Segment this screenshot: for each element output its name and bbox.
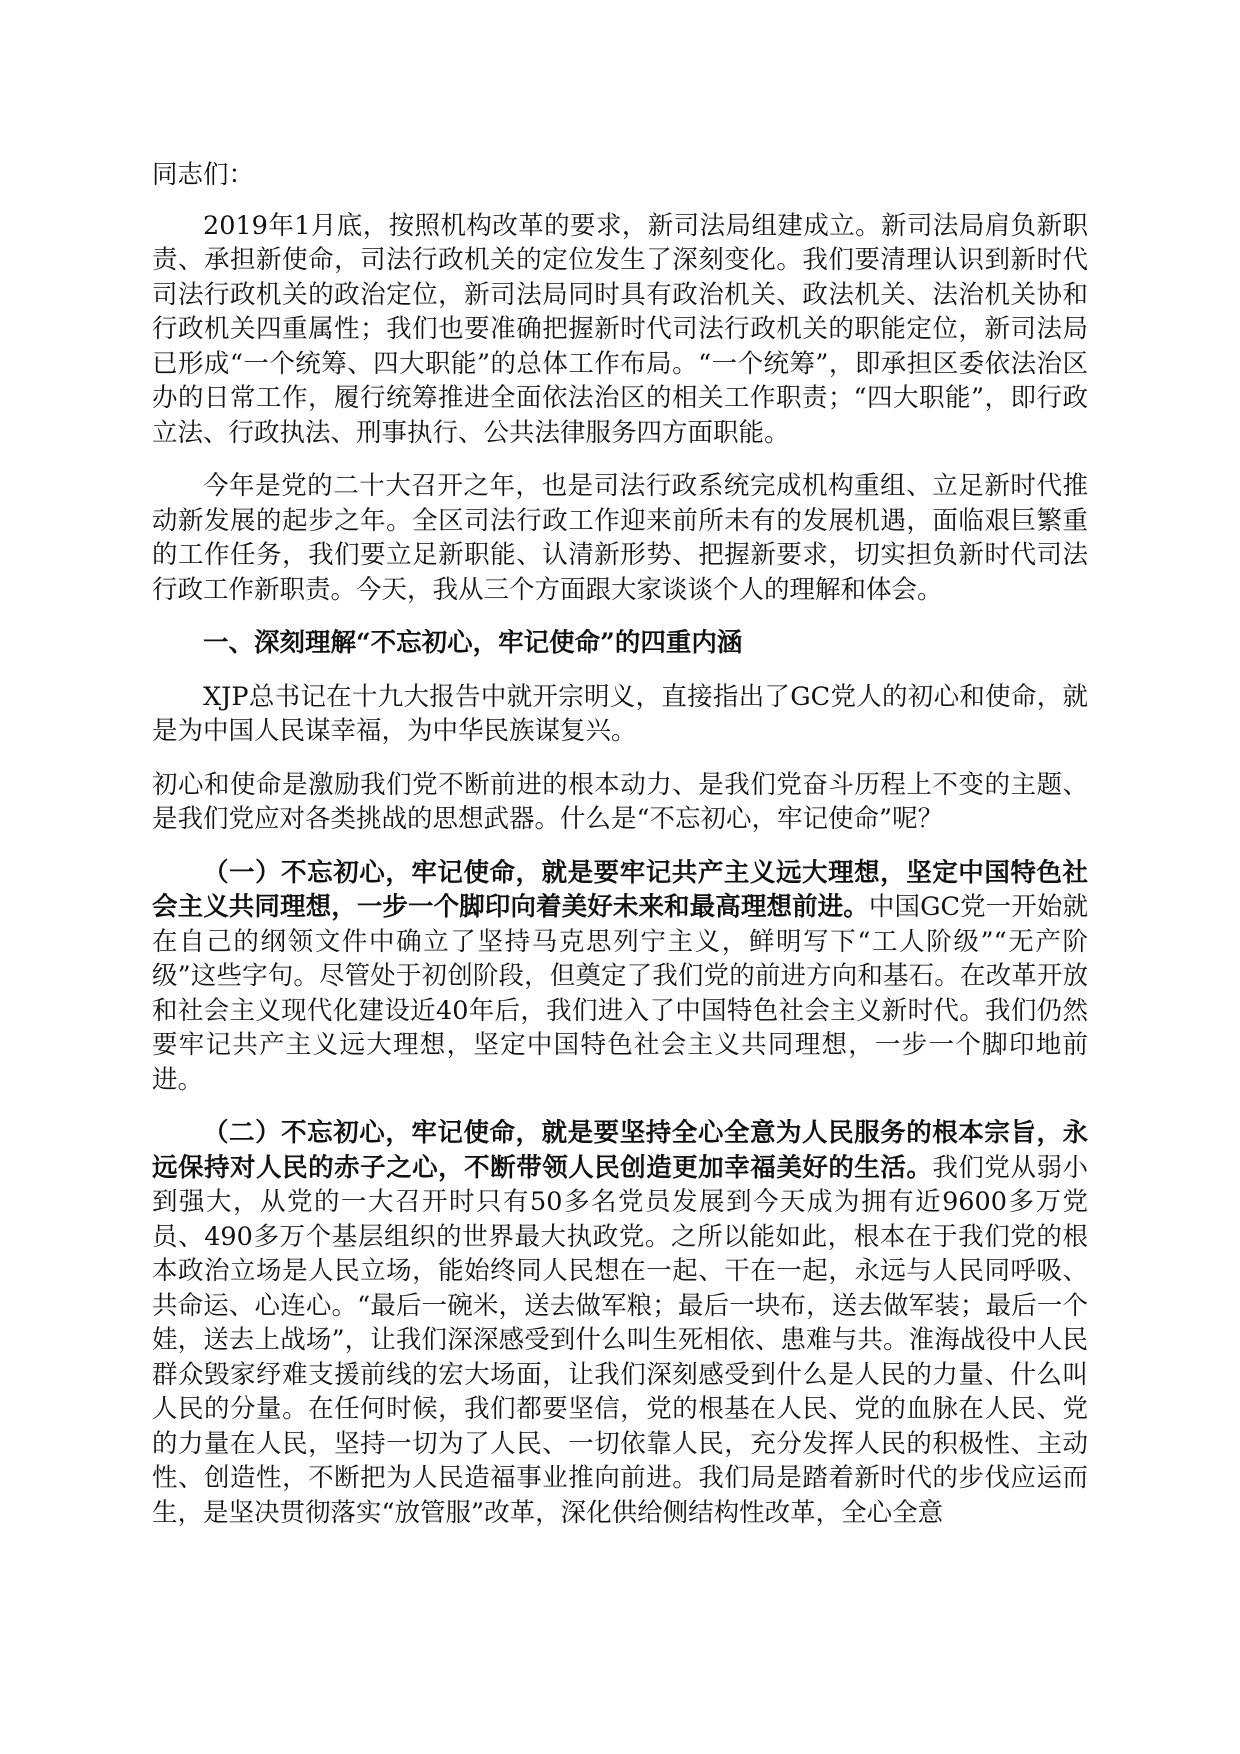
paragraph-3: XJP总书记在十九大报告中就开宗明义，直接指出了GC党人的初心和使命，就是为中国人民谋幸福，为中华民族谋复兴。 xyxy=(152,681,1088,746)
subsection-2-lead: （二）不忘初心，牢记使命，就是要坚持全心全意为人民服务的根本宗旨，永远保持对人民的赤子之心，不断带领人民创造更加幸福美好的生活。 xyxy=(152,1118,1088,1183)
paragraph-1: 2019年1月底，按照机构改革的要求，新司法局组建成立。新司法局肩负新职责、承担新使命，司法行政机关的定位发生了深刻变化。我们要清理认识到新时代司法行政机关的政治定位，新司法局同时具有政治机关、政法机关、法治机关协和行政机关四重属性；我们也要准确把握新时代司法行政机关的职能定位，新司法局已形成“一个统筹、四大职能”的总体工作布局。“一个统筹”，即承担区委依法治区办的日常工作，履行统筹推进全面依法治区的相关工作职责；“四大职能”，即行政立法、行政执法、刑事执行、公共法律服务四方面职能。 xyxy=(152,210,1088,448)
paragraph-2: 今年是党的二十大召开之年，也是司法行政系统完成机构重组、立足新时代推动新发展的起步之年。全区司法行政工作迎来前所未有的发展机遇，面临艰巨繁重的工作任务，我们要立足新职能、认清新形势、把握新要求，切实担负新时代司法行政工作新职责。今天，我从三个方面跟大家谈谈个人的理解和体会。 xyxy=(152,471,1088,605)
subsection-2-body: 我们党从弱小到强大，从党的一大召开时只有50多名党员发展到今天成为拥有近9600多万党员、490多万个基层组织的世界最大执政党。之所以能如此，根本在于我们党的根本政治立场是人民立场，能始终同人民想在一起、干在一起，永远与人民同呼吸、共命运、心连心。“最后一碗米，送去做军粮；最后一块布，送去做军装；最后一个娃，送去上战场”，让我们深深感受到什么叫生死相依、患难与共。淮海战役中人民群众毁家纾难支援前线的宏大场面，让我们深刻感受到什么是人民的力量、什么叫人民的分量。在任何时候，我们都要坚信，党的根基在人民、党的血脉在人民、党的力量在人民，坚持一切为了人民、一切依靠人民，充分发挥人民的积极性、主动性、创造性，不断把为人民造福事业推向前进。我们局是踏着新时代的步伐应运而生，是坚决贯彻落实“放管服”改革，深化供给侧结构性改革，全心全意 xyxy=(152,1152,1088,1528)
subsection-1-body: 中国GC党一开始就在自己的纲领文件中确立了坚持马克思列宁主义，鲜明写下“工人阶级”“无产阶级”这些字句。尽管处于初创阶段，但奠定了我们党的前进方向和基石。在改革开放和社会主义现代化建设近40年后，我们进入了中国特色社会主义新时代。我们仍然要牢记共产主义远大理想，坚定中国特色社会主义共同理想，一步一个脚印地前进。 xyxy=(152,892,1088,1095)
section-heading-1: 一、深刻理解“不忘初心，牢记使命”的四重内涵 xyxy=(203,628,743,658)
subsection-2 xyxy=(152,1116,1088,1530)
paragraph-4: 初心和使命是激励我们党不断前进的根本动力、是我们党奋斗历程上不变的主题、是我们党应对各类挑战的思想武器。什么是“不忘初心，牢记使命”呢？ xyxy=(152,769,1088,834)
subsection-1 xyxy=(152,856,1088,1098)
subsection-1-lead: （一）不忘初心，牢记使命，就是要牢记共产主义远大理想，坚定中国特色社会主义共同理想，一步一个脚印向着美好未来和最高理想前进。 xyxy=(152,857,1088,922)
salutation: 同志们： xyxy=(152,160,255,190)
